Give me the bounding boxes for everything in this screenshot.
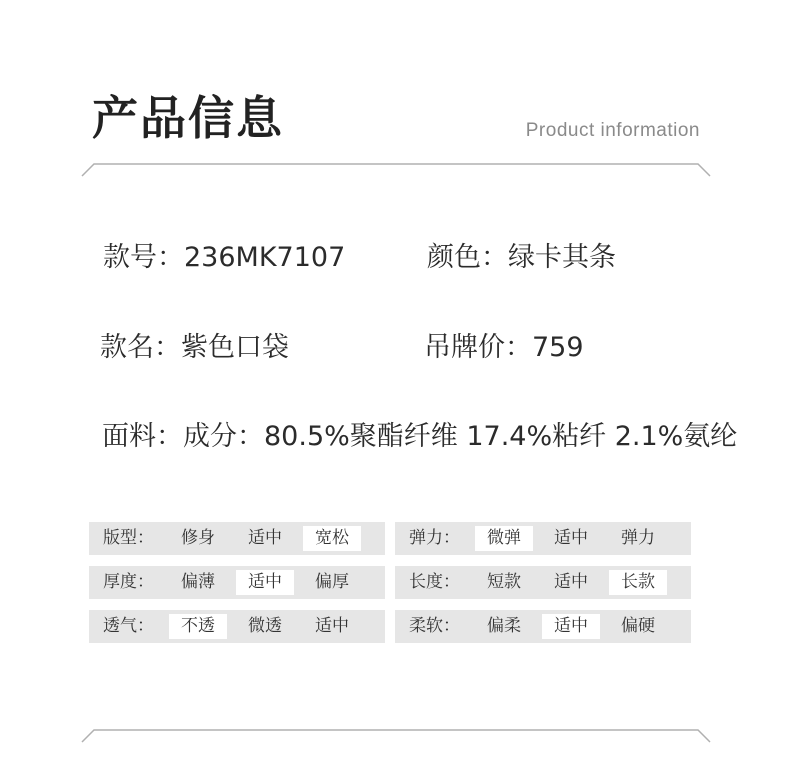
attribute-option: 短款 [487, 572, 521, 592]
style-number-row [103, 240, 345, 276]
attribute-option: 微透 [248, 616, 282, 636]
attribute-label: 弹力： [409, 528, 460, 548]
attribute-option: 适中 [554, 528, 588, 548]
name-row [100, 330, 289, 366]
attribute-label: 厚度： [103, 572, 154, 592]
attribute-option: 适中 [248, 528, 282, 548]
page-title: 产品信息 [92, 91, 284, 145]
attribute-option: 偏硬 [621, 616, 655, 636]
style-number-value: 236MK7107 [184, 242, 346, 273]
price-value: 759 [532, 332, 584, 363]
attribute-row [395, 566, 691, 599]
attribute-row [395, 610, 691, 643]
attribute-option-selected: 长款 [609, 570, 667, 595]
fabric-label: 面料： [102, 421, 183, 452]
color-row [427, 240, 616, 276]
style-number-label: 款号： [103, 242, 184, 273]
attribute-option-selected: 微弹 [475, 526, 533, 551]
attribute-option: 偏柔 [487, 616, 521, 636]
name-label: 款名： [100, 332, 181, 363]
attribute-option: 适中 [554, 572, 588, 592]
attribute-option-selected: 适中 [542, 614, 600, 639]
attribute-label: 版型： [103, 528, 154, 548]
attribute-option-selected: 适中 [236, 570, 294, 595]
attribute-label: 柔软： [409, 616, 460, 636]
price-label: 吊牌价： [424, 332, 532, 363]
color-label: 颜色： [427, 242, 508, 273]
name-value: 紫色口袋 [181, 332, 289, 363]
color-value: 绿卡其条 [508, 242, 616, 273]
attribute-option: 偏薄 [181, 572, 215, 592]
attribute-option-selected: 宽松 [303, 526, 361, 551]
attribute-option: 偏厚 [315, 572, 349, 592]
attribute-option: 弹力 [621, 528, 655, 548]
attribute-row [89, 522, 385, 555]
fabric-value: 成分：80.5%聚酯纤维 17.4%粘纤 2.1%氨纶 [183, 421, 738, 452]
attribute-row [89, 566, 385, 599]
attribute-row [395, 522, 691, 555]
attribute-option-selected: 不透 [169, 614, 227, 639]
fabric-row [102, 419, 737, 455]
attribute-option: 修身 [181, 528, 215, 548]
price-row [424, 330, 584, 366]
attribute-label: 长度： [409, 572, 460, 592]
attribute-label: 透气： [103, 616, 154, 636]
attribute-row [89, 610, 385, 643]
page-subtitle: Product information [525, 120, 700, 141]
attribute-option: 适中 [315, 616, 349, 636]
